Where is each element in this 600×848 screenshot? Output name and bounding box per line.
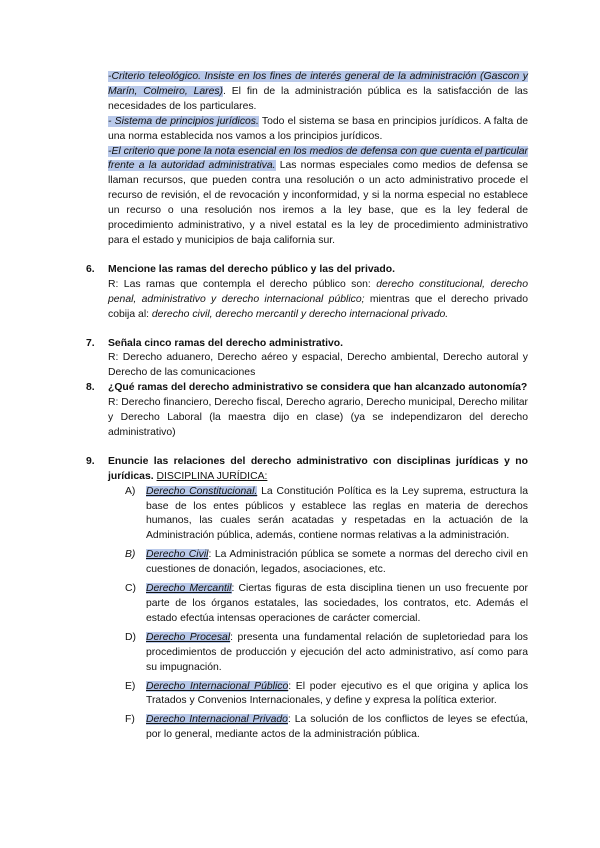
relation-text: : Ciertas figuras de esta disciplina tienen un uso frecuente por parte de los órganos estatales, las sociedades, los contratos, etc. Además el estado efectúa intensas operaciones de carácter comercial.: [146, 583, 529, 624]
question-9: [86, 455, 529, 743]
relation-item: [108, 548, 528, 578]
paragraph-text: Todo el sistema se basa en principios jurídicos. A falta de una norma establecida nos vamos a los principios jurídicos.: [108, 115, 528, 142]
question-title: Señala cinco ramas del derecho administrativo.: [108, 337, 344, 349]
relation-letter: A): [125, 485, 136, 497]
relation-letter: E): [125, 680, 136, 692]
relation-item: [108, 485, 528, 545]
disciplina-juridica-label: DISCIPLINA JURÍDICA:: [156, 470, 268, 482]
answer-text: R: Las ramas que contempla el derecho público son:: [108, 278, 377, 290]
relation-item: [108, 680, 528, 710]
relation-item: [108, 582, 528, 627]
relation-text: La Constitución Política es la Ley suprema, estructura la base de los entes públicos y establece las reglas en materia de derechos humanos, las cuales serán acatadas y respetadas en la actuación de la Administración pública, además, contiene normas relativas a la administración.: [146, 485, 528, 542]
paragraph-medios-defensa: [108, 145, 528, 249]
relation-text: : La Administración pública se somete a normas del derecho civil en cuestiones de donación, legados, asociaciones, etc.: [146, 549, 528, 576]
question-answer: R: Derecho aduanero, Derecho aéreo y espacial, Derecho ambiental, Derecho autoral y Derecho de las comunicaciones: [108, 352, 528, 379]
relation-item: [108, 713, 528, 743]
question-title-text: Enuncie las relaciones del derecho administrativo con disciplinas jurídicas y no jurídicas: [108, 455, 528, 482]
paragraph-criterio-teleologico: [108, 70, 528, 115]
document-page: [86, 70, 529, 743]
question-8: [86, 381, 528, 441]
question-title: [108, 455, 528, 485]
relation-letter: B): [125, 549, 136, 561]
highlight-sistema-principios: - Sistema de principios jurídicos.: [108, 115, 259, 127]
question-7: [86, 337, 528, 382]
relation-term: Derecho Constitucional.: [146, 485, 258, 497]
question-answer: R: Derecho financiero, Derecho fiscal, Derecho agrario, Derecho municipal, Derecho militar y Derecho Laboral (la maestra dijo en clase) (ya se independizaron del derecho administrativo): [108, 397, 528, 438]
relation-item: [108, 631, 528, 676]
relation-text: : El poder ejecutivo es el que origina y aplica los Tratados y Convenios Internacionales, y define y expresa la política exterior.: [146, 680, 529, 707]
relation-term: Derecho Internacional Privado: [146, 714, 288, 726]
question-number: 7.: [86, 337, 95, 349]
answer-text: mientras que el derecho privado cobija al:: [108, 293, 528, 320]
question-answer: [108, 278, 528, 323]
question-number: 9.: [86, 455, 95, 467]
relation-term: Derecho Civil: [146, 549, 209, 561]
question-title: Mencione las ramas del derecho público y las del privado.: [108, 263, 395, 275]
question-6: [86, 263, 528, 323]
relations-list: [108, 485, 528, 744]
answer-italic: derecho constitucional, derecho penal, administrativo y derecho internacional público;: [108, 278, 528, 305]
question-title-dot: .: [150, 470, 157, 482]
relation-letter: C): [125, 583, 136, 595]
question-title: ¿Qué ramas del derecho administrativo se considera que han alcanzado autonomía?: [108, 382, 528, 394]
question-number: 6.: [86, 263, 95, 275]
relation-term: Derecho Mercantil: [146, 583, 232, 595]
highlight-medios-defensa: -El criterio que pone la nota esencial en los medios de defensa con que cuenta el particular frente a la autoridad administrativa.: [108, 145, 528, 172]
relation-text: : La solución de los conflictos de leyes se efectúa, por lo general, mediante actos de la administración pública.: [146, 714, 528, 741]
question-number: 8.: [86, 382, 95, 394]
relation-text: : presenta una fundamental relación de supletoriedad para los procedimientos de producción y ejecución del acto administrativo, así como para su impugnación.: [146, 631, 528, 673]
answer-italic: derecho civil, derecho mercantil y derecho internacional privado.: [151, 308, 449, 320]
highlight-criterio-teleologico: -Criterio teleológico. Insiste en los fines de interés general de la administración (Gascon y Marín, Colmeiro, Lares): [108, 71, 528, 97]
paragraph-text: Las normas especiales como medios de defensa se llaman recursos, que pueden contra una resolución o un acto administrativo procede el recurso de revisión, el de revocación y inconformidad, y si la norma especial no establece un recurso o una resolución nos iremos a la ley base, que es la ley federal de procedimiento administrativo, y a nivel estatal es la ley de procedimiento administrativo para el estado y municipios de baja california sur.: [108, 160, 528, 246]
relation-letter: D): [125, 631, 136, 643]
relation-letter: F): [125, 714, 135, 726]
paragraph-text: . El fin de la administración pública es la satisfacción de las necesidades de los particulares.: [108, 85, 529, 112]
paragraph-sistema-principios: [108, 115, 528, 145]
relation-term: Derecho Procesal: [146, 631, 231, 643]
relation-term: Derecho Internacional Público: [146, 680, 289, 692]
